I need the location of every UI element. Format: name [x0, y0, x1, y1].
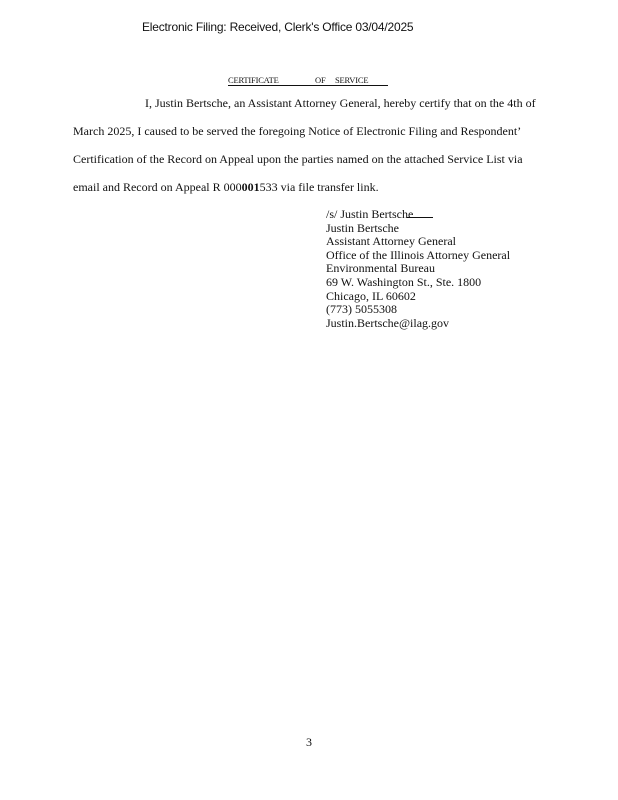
text-segment: email and Record on Appeal R 000: [73, 180, 242, 194]
signature-line: [326, 207, 510, 222]
certification-text-line: [73, 180, 379, 195]
electronic-filing-stamp: Electronic Filing: Received, Clerk's Office 03/04/2025: [142, 20, 414, 34]
certification-text-line: March 2025, I caused to be served the foregoing Notice of Electronic Filing and Respondent’: [73, 124, 522, 138]
signer-title: Assistant Attorney General: [326, 234, 456, 249]
phone-number: (773) 5055308: [326, 302, 397, 317]
signature-block: [326, 207, 510, 330]
certification-text-line: I, Justin Bertsche, an Assistant Attorney General, hereby certify that on the 4th of: [145, 96, 536, 110]
address-line-1: 69 W. Washington St., Ste. 1800: [326, 274, 482, 289]
signer-office: Office of the Illinois Attorney General: [326, 247, 511, 262]
heading-word: SERVICE: [335, 75, 369, 85]
certificate-of-service-heading: [228, 75, 388, 86]
address-line-2: Chicago, IL 60602: [326, 288, 416, 303]
certification-text-line: Certification of the Record on Appeal upon the parties named on the attached Service List via: [73, 152, 523, 166]
heading-word: CERTIFICATE: [228, 75, 279, 85]
heading-word: OF: [315, 75, 326, 85]
email-address: Justin.Bertsche@ilag.gov: [326, 315, 450, 330]
signer-bureau: Environmental Bureau: [326, 261, 435, 276]
record-number-bold: 001: [241, 180, 260, 194]
page-number: 3: [306, 735, 312, 749]
text-segment: 533 via file transfer link.: [259, 180, 379, 194]
signature-underline: [407, 207, 433, 218]
electronic-signature: /s/ Justin Bertsche: [326, 207, 414, 221]
signer-name: Justin Bertsche: [326, 220, 399, 235]
